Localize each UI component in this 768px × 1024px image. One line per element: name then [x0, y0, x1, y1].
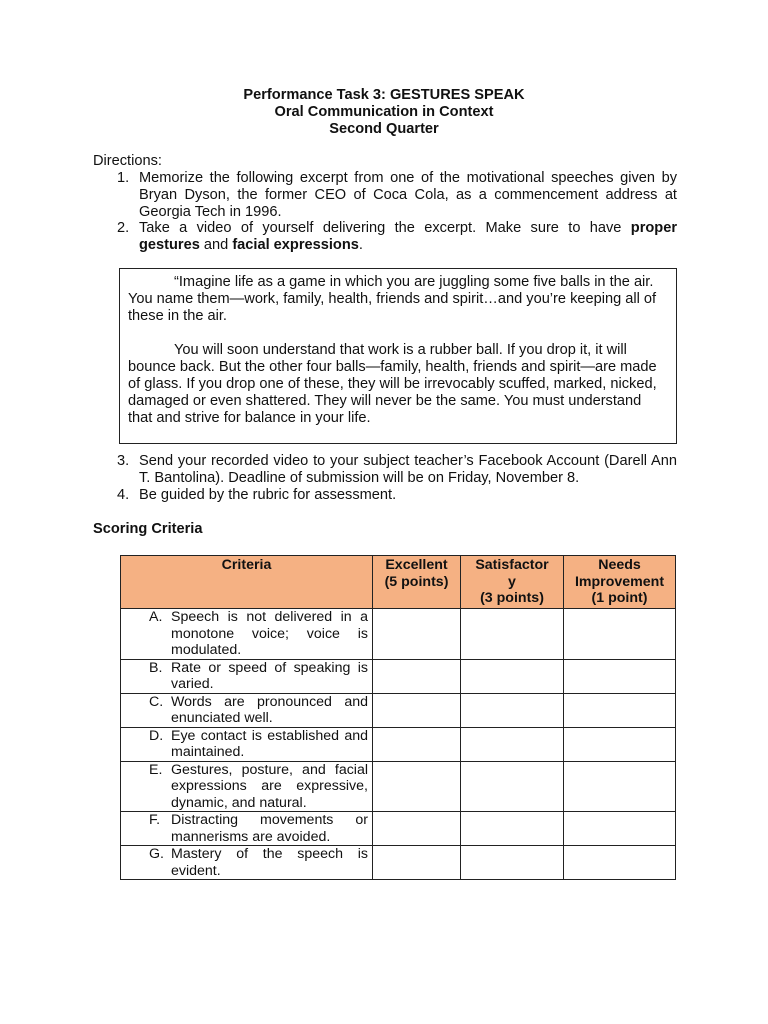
excellent-header [373, 556, 461, 609]
excellent-header-label: Excellent [385, 557, 448, 573]
criterion-letter: B. [149, 659, 163, 676]
criterion-text: Gestures, posture, and facial expressions are expressive, dynamic, and natural. [171, 761, 368, 811]
excellent-score-cell [373, 761, 461, 812]
excellent-header-points: (5 points) [384, 573, 449, 590]
direction-item-4 [117, 487, 677, 504]
criterion-letter: D. [149, 727, 164, 744]
direction-text: Memorize the following excerpt from one of the motivational speeches given by Bryan Dyson, the former CEO of Coca Cola, as a commencement address at Georgia Tech in 1996. [139, 170, 677, 220]
title-line-2: Oral Communication in Context [274, 104, 494, 120]
criterion-cell [121, 727, 373, 761]
direction-item-2 [117, 220, 677, 254]
criteria-header [121, 556, 373, 609]
rubric-table [120, 555, 676, 880]
satisfactory-header [461, 556, 564, 609]
satisfactory-score-cell [461, 846, 564, 880]
table-row [121, 659, 676, 693]
criteria-header-label: Criteria [221, 557, 272, 573]
criterion-text: Words are pronounced and enunciated well. [171, 693, 368, 726]
criterion-cell [121, 846, 373, 880]
rubric-header-row [121, 556, 676, 609]
direction-number: 1. [117, 170, 130, 186]
satisfactory-score-cell [461, 727, 564, 761]
criterion-text: Eye contact is established and maintained. [171, 727, 368, 760]
excellent-score-cell [373, 812, 461, 846]
direction-item-3 [117, 453, 677, 487]
excellent-score-cell [373, 846, 461, 880]
title-line-1: Performance Task 3: GESTURES SPEAK [243, 87, 525, 103]
directions-list-continued [117, 453, 677, 503]
criterion-cell [121, 609, 373, 660]
criterion-letter: A. [149, 609, 163, 625]
satisfactory-score-cell [461, 761, 564, 812]
needs-improvement-score-cell [564, 727, 676, 761]
table-row [121, 609, 676, 660]
criterion-cell [121, 812, 373, 846]
direction-number: 3. [117, 453, 130, 469]
speech-excerpt-box [119, 268, 677, 444]
title-line-3: Second Quarter [329, 121, 439, 137]
table-row [121, 812, 676, 846]
table-row [121, 846, 676, 880]
direction-number: 4. [117, 486, 130, 503]
document-title [0, 87, 768, 138]
needs-improvement-score-cell [564, 812, 676, 846]
needs-header-label-part1: Needs [598, 557, 641, 573]
direction-text [139, 220, 677, 254]
excellent-score-cell [373, 727, 461, 761]
directions-list [117, 170, 677, 254]
table-row [121, 761, 676, 812]
direction-text-mid: and [199, 237, 233, 254]
excerpt-paragraph-2: You will soon understand that work is a rubber ball. If you drop it, it will bounce back. But the other four balls—family, health, friends and spirit—are made of glass. If you drop one of these, they will be irrevocably scuffed, marked, nicked, damaged or even shattered. They will never be the same. You must understand that and strive for balance in your life. [128, 342, 657, 426]
excellent-score-cell [373, 693, 461, 727]
criterion-cell [121, 659, 373, 693]
excellent-score-cell [373, 609, 461, 660]
needs-improvement-header [564, 556, 676, 609]
satisfactory-header-points: (3 points) [480, 590, 544, 606]
criterion-text: Mastery of the speech is evident. [171, 846, 368, 879]
criterion-letter: G. [149, 846, 164, 862]
criterion-letter: C. [149, 693, 164, 710]
proper-gestures-emphasis: proper gestures [139, 220, 677, 254]
needs-improvement-score-cell [564, 609, 676, 660]
direction-item-1 [117, 170, 677, 220]
criterion-cell [121, 693, 373, 727]
satisfactory-score-cell [461, 659, 564, 693]
excerpt-paragraph-1: “Imagine life as a game in which you are juggling some five balls in the air. You name them—work, family, health, friends and spirit…and you’re keeping all of these in the air. [128, 274, 657, 324]
excellent-score-cell [373, 659, 461, 693]
direction-text: Send your recorded video to your subject teacher’s Facebook Account (Darell Ann T. Bantolina). Deadline of submission will be on Friday, November 8. [139, 453, 677, 486]
criterion-letter: E. [149, 761, 163, 778]
criterion-text: Rate or speed of speaking is varied. [171, 659, 368, 692]
criterion-letter: F. [149, 812, 161, 828]
directions-label: Directions: [93, 153, 162, 169]
facial-expressions-emphasis: facial expressions [232, 237, 359, 254]
direction-text-end: . [358, 237, 363, 254]
needs-improvement-score-cell [564, 659, 676, 693]
satisfactory-header-label-part2: y [508, 573, 516, 590]
direction-text-pre: Take a video of yourself delivering the excerpt. Make sure to have [139, 220, 631, 237]
scoring-criteria-heading: Scoring Criteria [93, 521, 203, 537]
table-row [121, 727, 676, 761]
criterion-cell [121, 761, 373, 812]
satisfactory-score-cell [461, 609, 564, 660]
direction-number: 2. [117, 220, 130, 237]
satisfactory-header-label-part1: Satisfactor [475, 557, 549, 573]
criterion-text: Speech is not delivered in a monotone voice; voice is modulated. [171, 609, 368, 658]
needs-header-label-part2: Improvement [574, 573, 665, 590]
needs-improvement-score-cell [564, 846, 676, 880]
needs-improvement-score-cell [564, 761, 676, 812]
needs-improvement-score-cell [564, 693, 676, 727]
satisfactory-score-cell [461, 812, 564, 846]
criterion-text: Distracting movements or mannerisms are avoided. [171, 812, 368, 845]
needs-header-points: (1 point) [591, 590, 648, 606]
satisfactory-score-cell [461, 693, 564, 727]
direction-text: Be guided by the rubric for assessment. [139, 486, 397, 503]
table-row [121, 693, 676, 727]
